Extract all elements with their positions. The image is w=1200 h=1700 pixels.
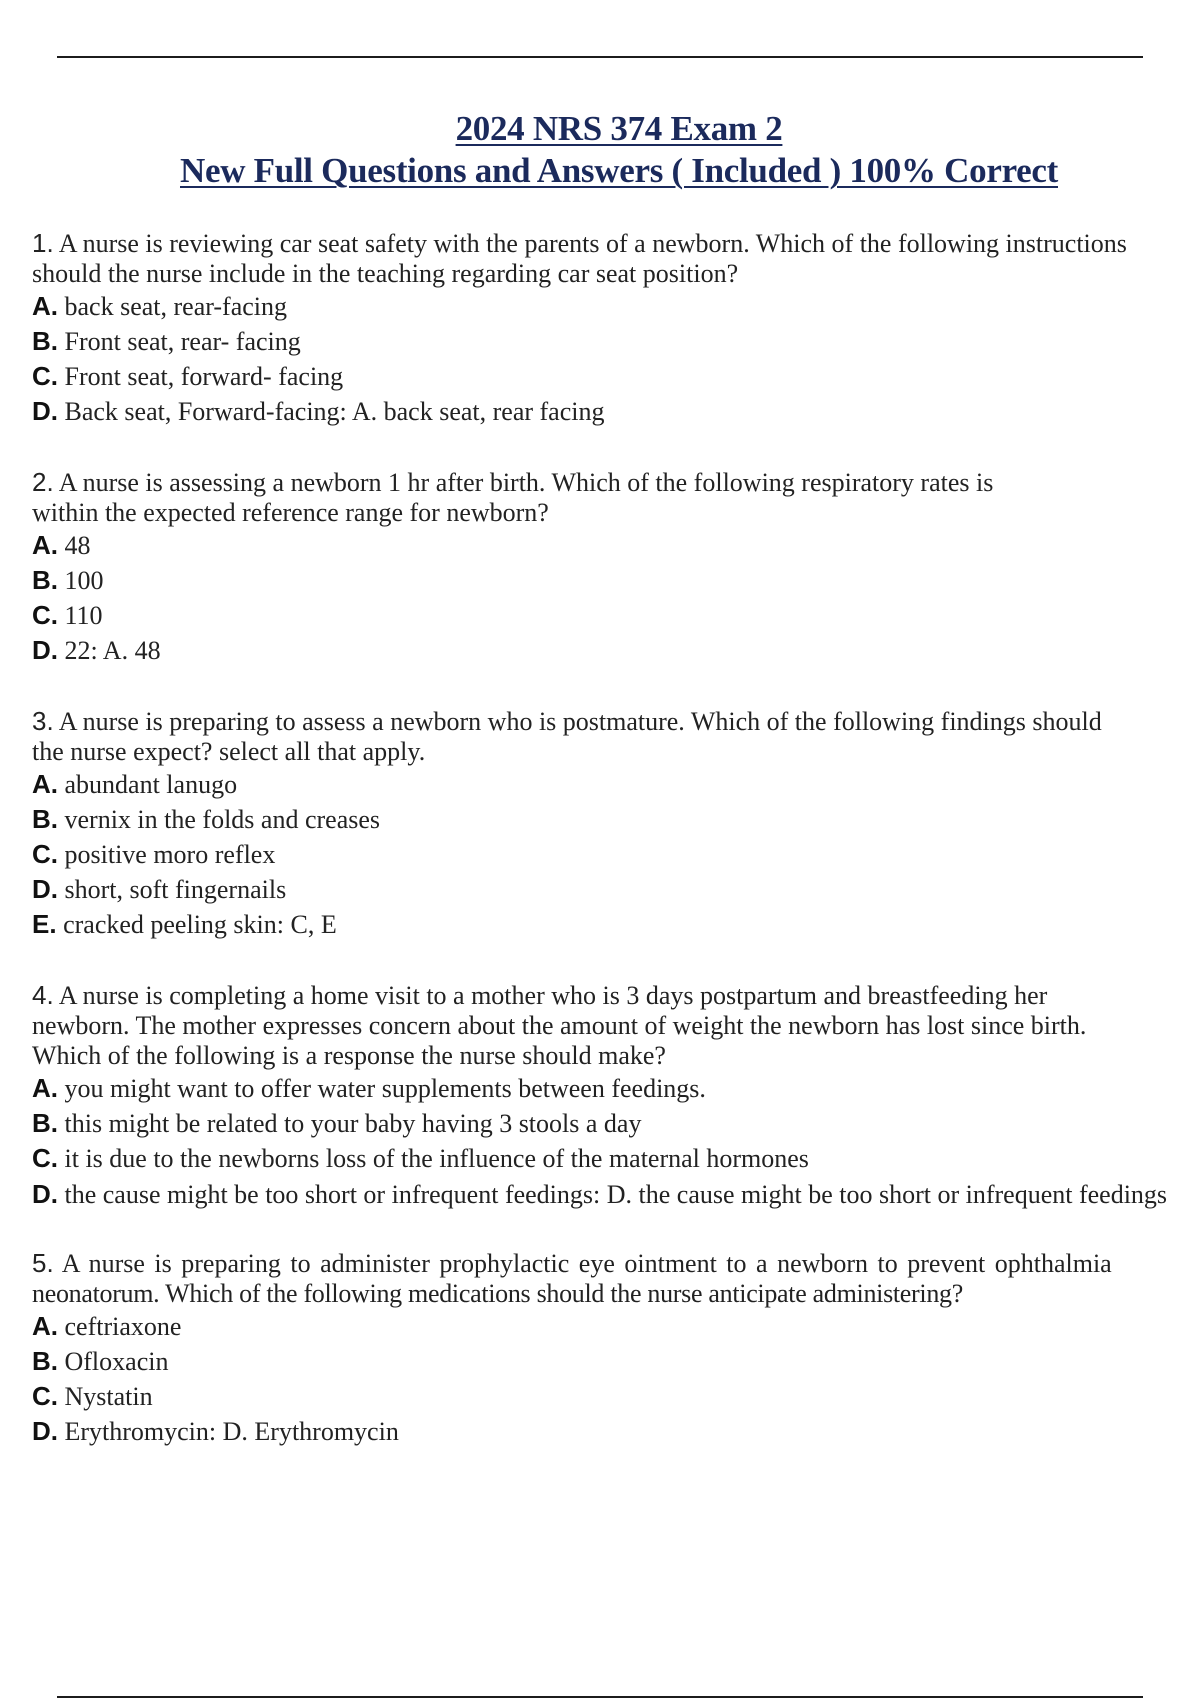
question-stem-cont: within the expected reference range for newborn? [32,498,549,527]
questions-list [32,228,1200,1487]
option-letter: E. [32,909,57,939]
answer-option [32,359,1200,394]
option-text: Nystatin [58,1382,153,1411]
option-text: this might be related to your baby having 3 stools a day [58,1109,642,1138]
option-letter: D. [32,874,58,904]
option-text: short, soft fingernails [58,875,287,904]
document-title [0,108,1200,192]
answer-option [32,1141,1200,1176]
question-stem-cont: newborn. The mother expresses concern about the amount of weight the newborn has lost since birth. [32,1011,1087,1040]
option-text: it is due to the newborns loss of the influence of the maternal hormones [58,1144,809,1173]
option-text: Front seat, rear- facing [58,327,301,356]
option-letter: B. [32,565,58,595]
option-letter: A. [32,530,58,560]
option-letter: C. [32,1143,58,1173]
option-letter: C. [32,839,58,869]
answer-option [32,802,1200,837]
question-stem: 4. A nurse is completing a home visit to a mother who is 3 days postpartum and breastfeeding her [32,980,1048,1010]
option-letter: C. [32,600,58,630]
option-letter: D. [32,1416,58,1446]
option-text: the cause might be too short or infrequent feedings: D. the cause might be too short or infrequent feedings [58,1180,1168,1209]
question-3 [32,706,1200,942]
question-stem: 5. A nurse is preparing to administer prophylactic eye ointment to a newborn to prevent ophthalmia [32,1248,1112,1278]
answer-option [32,528,1200,563]
question-1 [32,228,1200,429]
answer-option [32,1071,1200,1106]
answer-option [32,1379,1200,1414]
title-line-1: 2024 NRS 374 Exam 2 [455,109,783,148]
question-4 [32,980,1200,1210]
option-text: 100 [58,566,104,595]
option-letter: C. [32,361,58,391]
question-number: 4. [32,980,54,1010]
question-stem: 3. A nurse is preparing to assess a newborn who is postmature. Which of the following findings should [32,706,1102,736]
option-text: 22: A. 48 [58,636,161,665]
option-letter: D. [32,1179,58,1209]
answer-option [32,563,1200,598]
question-stem: 1. A nurse is reviewing car seat safety with the parents of a newborn. Which of the following instructions [32,228,1127,258]
question-stem: 2. A nurse is assessing a newborn 1 hr after birth. Which of the following respiratory rates is [32,467,994,497]
question-2 [32,467,1200,668]
answer-option [32,394,1200,429]
option-letter: A. [32,769,58,799]
option-text: vernix in the folds and creases [58,805,381,834]
option-text: back seat, rear-facing [58,292,287,321]
option-text: positive moro reflex [58,840,276,869]
answer-option [32,1309,1200,1344]
option-letter: A. [32,1311,58,1341]
bottom-divider [57,1696,1143,1698]
question-number: 2. [32,467,54,497]
question-stem-cont: should the nurse include in the teaching regarding car seat position? [32,259,739,288]
option-letter: B. [32,804,58,834]
answer-option [32,837,1200,872]
top-divider [57,56,1143,58]
option-letter: B. [32,1108,58,1138]
answer-option [32,324,1200,359]
question-5 [32,1248,1200,1449]
option-letter: C. [32,1381,58,1411]
question-stem-cont: the nurse expect? select all that apply. [32,737,426,766]
question-stem-cont: Which of the following is a response the nurse should make? [32,1041,666,1070]
answer-option [32,1176,1192,1210]
option-text: 48 [58,531,91,560]
option-letter: D. [32,635,58,665]
answer-option [32,1414,1200,1449]
option-text: 110 [58,601,103,630]
option-text: Front seat, forward- facing [58,362,344,391]
answer-option [32,872,1200,907]
question-number: 5. [32,1248,54,1278]
question-stem-cont: neonatorum. Which of the following medications should the nurse anticipate administering? [32,1279,963,1308]
option-text: Back seat, Forward-facing: A. back seat, rear facing [58,397,605,426]
question-number: 1. [32,228,54,258]
question-number: 3. [32,706,54,736]
answer-option [32,907,1200,942]
option-text: abundant lanugo [58,770,238,799]
option-letter: B. [32,326,58,356]
answer-option [32,1344,1200,1379]
option-letter: D. [32,396,58,426]
title-line-2: New Full Questions and Answers ( Included ) 100% Correct [180,151,1058,190]
answer-option [32,598,1200,633]
answer-option [32,767,1200,802]
option-text: you might want to offer water supplements between feedings. [58,1074,706,1103]
option-text: cracked peeling skin: C, E [56,910,337,939]
answer-option [32,1106,1200,1141]
option-letter: B. [32,1346,58,1376]
answer-option [32,633,1200,668]
option-text: ceftriaxone [58,1312,182,1341]
option-letter: A. [32,1073,58,1103]
option-text: Ofloxacin [58,1347,169,1376]
answer-option [32,289,1200,324]
option-text: Erythromycin: D. Erythromycin [58,1417,399,1446]
option-letter: A. [32,291,58,321]
